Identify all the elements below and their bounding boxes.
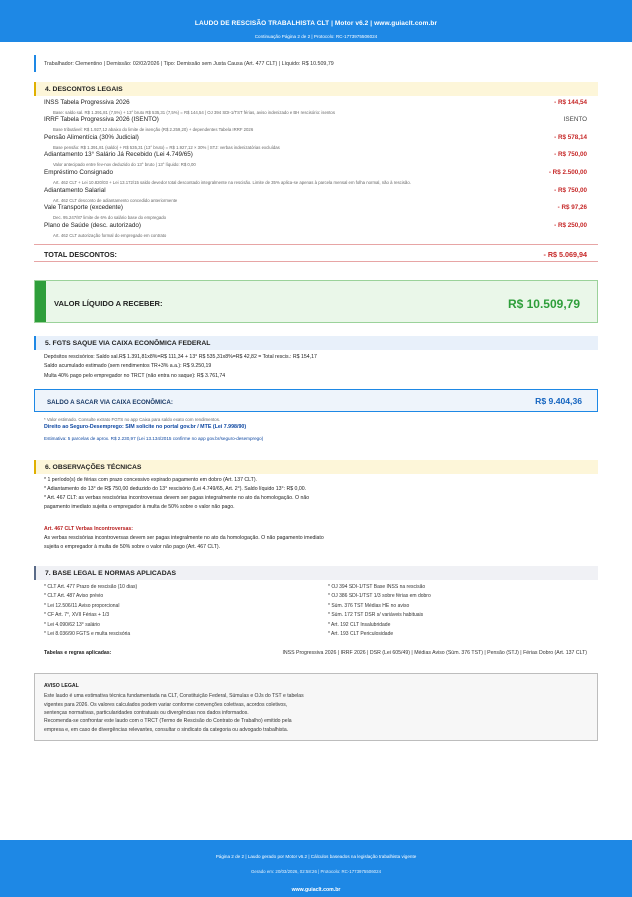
valor-liquido-value: R$ 10.509,79 [507,297,580,311]
seguro-estimativa: Estimativa: 5 parcelas de aprox. R$ 2.230,97 (Lei 13.134/2015 confirme no app gov.br/seguro-desemprego) [44,436,264,441]
saque-value: R$ 9.404,36 [535,396,582,406]
desconto-value: - R$ 750,00 [554,187,587,194]
desconto-name: INSS Tabela Progressiva 2026 [44,99,130,106]
desconto-value: - R$ 250,00 [554,222,587,229]
desconto-name: Vale Transporte (excedente) [44,204,123,211]
valor-liquido-box [34,280,598,323]
norma-item: * Súm. 376 TST Médias HE no aviso [328,603,410,609]
observacao-line: * Adiantamento do 13° de R$ 750,00 deduzido do 13° rescisório (Lei 4.749/65, Art. 2°). Saldo líquido 13°: R$ 0,00. [44,486,307,492]
page-footer [0,840,632,897]
norma-item: * Lei 4.090/62 13° salário [44,622,100,628]
fgts-line: Saldo acumulado estimado (sem rendimentos TR+3% a.a.): R$ 9.250,19 [44,363,212,369]
desconto-name: Adiantamento Salarial [44,187,106,194]
norma-item: * Art. 192 CLT Insalubridade [328,622,391,628]
accent-bar [35,281,46,322]
worker-summary: Trabalhador: Clementino | Demissão: 02/02/2026 | Tipo: Demissão sem Justa Causa (Art. 477 CLT) | Líquido: R$ 10.509,79 [34,55,598,72]
tabelas-value: INSS Progressiva 2026 | IRRF 2026 | DSR (Lei 605/49) | Médias Aviso (Súm. 376 TST) | Pensão (STJ) | Férias Dobro (Art. 137 CLT) [282,650,587,656]
desconto-desc: Base tributável: R$ 1.927,12 abaixo do limite de isenção (R$ 2.259,20) + dependentes Tabela IRRF 2026 [53,127,254,132]
desconto-name: Empréstimo Consignado [44,169,113,176]
norma-item: * CF Art. 7°, XVII Férias + 1/3 [44,612,110,618]
desconto-name: IRRF Tabela Progressiva 2026 (ISENTO) [44,116,159,123]
desconto-value: - R$ 144,54 [554,99,587,106]
desconto-desc: Art. 462 CLT desconto de adiantamento concedido anteriormente [53,198,178,203]
art-467-line: sujeita o empregador à multa de 50% sobre o valor não pago (Art. 467 CLT). [44,544,221,550]
norma-item: * CLT Art. 477 Prazo de rescisão (10 dias) [44,584,138,590]
norma-item: * OJ 386 SDI-1/TST 1/3 sobre férias em dobro [328,593,431,599]
section-observacoes-title: 6. OBSERVAÇÕES TÉCNICAS [34,460,598,474]
art-467-title: Art. 467 CLT Verbas Incontroversas: [44,526,133,532]
report-title: LAUDO DE RESCISÃO TRABALHISTA CLT | Motor v6.2 | www.guiaclt.com.br [194,20,438,27]
desconto-value: ISENTO [563,116,587,123]
desconto-desc: Art. 462 CLT autorização formal do empregado em contrato [53,233,167,238]
norma-item: * Lei 8.036/90 FGTS e multa rescisória [44,631,131,637]
section-base-legal-title: 7. BASE LEGAL E NORMAS APLICADAS [34,566,598,580]
aviso-legal-box [34,673,598,741]
saque-fgts-box [34,389,598,412]
footer-generated: Gerado em: 20/03/2026, 02:58:26 | Protocolo: RC-1773975506024 [250,869,382,874]
desconto-name: Plano de Saúde (desc. autorizado) [44,222,141,229]
desconto-desc: Base pensão: R$ 1.391,81 (saldo) + R$ 535,31 (13° bruto) = R$ 1.927,12 × 30% | STJ: verbas indenizatórias excluídas [53,145,280,150]
tabelas-label: Tabelas e regras aplicadas: [44,650,112,656]
observacao-line: * 1 período(s) de férias com prazo concessivo expirado pagamento em dobro (Art. 137 CLT). [44,477,257,483]
total-descontos-label: TOTAL DESCONTOS: [44,250,117,259]
desconto-desc: Art. 462 CLT + Lei 10.820/03 + Lei 13.172/15 saldo devedor total descontado integralmente na rescisão. Limite de 35% aplica-se apenas à parcela mensal em folha normal, não à rescisão. [53,180,411,185]
aviso-line: Este laudo é uma estimativa técnica fundamentada na CLT, Constituição Federal, Súmulas e OJs do TST e tabelas [44,693,304,699]
fgts-note: * Valor estimado. Consulte extrato FGTS no app Caixa para saldo exato com rendimentos. [44,417,221,422]
divider [34,261,598,262]
saque-label: SALDO A SACAR VIA CAIXA ECONÔMICA: [47,399,173,406]
observacao-line: pagamento imediato sujeita o empregador à multa de 50% sobre o valor não pago. [44,504,235,510]
desconto-value: - R$ 578,14 [554,134,587,141]
norma-item: * Art. 193 CLT Periculosidade [328,631,394,637]
footer-link[interactable]: www.guiaclt.com.br [291,887,341,893]
aviso-line: empresa e, em caso de divergências relevantes, consultar o sindicato da categoria ou advogado trabalhista. [44,727,289,733]
desconto-desc: Base: saldo sal. R$ 1.391,81 (7,5%) + 13° bruto R$ 535,31 (7,5%) = R$ 144,54 | OJ 394 SDI-1/TST férias, aviso indenizado e BH rescisório: isentos [53,110,335,115]
fgts-line: Multa 40% pago pelo empregador no TRCT (não entra no saque): R$ 3.761,74 [44,373,226,379]
norma-item: * CLT Art. 487 Aviso prévio [44,593,104,599]
desconto-desc: Dec. 95.247/87 limite de 6% do salário base do empregado [53,215,166,220]
divider [34,244,598,245]
aviso-title: AVISO LEGAL [44,683,79,689]
report-subtitle: Continuação Página 2 de 2 | Protocolo: RC-1773975506024 [254,34,378,39]
valor-liquido-label: VALOR LÍQUIDO A RECEBER: [54,299,163,308]
aviso-line: sentenças normativas, particularidades contratuais ou divergências nos dados informados. [44,710,249,716]
section-descontos-title: 4. DESCONTOS LEGAIS [34,82,598,96]
observacao-line: * Art. 467 CLT: as verbas rescisórias incontroversas devem ser pagas integralmente no ato da homologação. O não [44,495,310,501]
norma-item: * Súm. 172 TST DSR s/ variáveis habituais [328,612,424,618]
desconto-name: Pensão Alimentícia (30% Judicial) [44,134,139,141]
total-descontos-value: - R$ 5.069,94 [543,250,587,259]
art-467-line: As verbas rescisórias incontroversas devem ser pagas integralmente no ato da homologação. O não pagamento imediato [44,535,324,541]
norma-item: * Lei 12.506/11 Aviso proporcional [44,603,120,609]
aviso-line: Recomenda-se confrontar este laudo com o TRCT (Termo de Rescisão do Contrato de Trabalho) emitido pela [44,718,292,724]
norma-item: * OJ 394 SDI-1/TST Base INSS na rescisão [328,584,426,590]
desconto-desc: Valor antecipado entre fev-nov deduzido do 13° bruto | 13° líquido: R$ 0,00 [53,162,196,167]
page-header [0,0,632,42]
desconto-value: - R$ 2.500,00 [548,169,587,176]
desconto-value: - R$ 750,00 [554,151,587,158]
seguro-desemprego: Direito ao Seguro-Desemprego: SIM solicite no portal gov.br / MTE (Lei 7.998/90) [44,424,247,430]
footer-info: Página 2 de 2 | Laudo gerado por Motor v6.2 | Cálculos baseados na legislação trabalhista vigente [215,854,417,859]
aviso-line: vigentes para 2026. Os valores calculados podem variar conforme convenções coletivas, acordos coletivos, [44,702,288,708]
section-fgts-title: 5. FGTS SAQUE VIA CAIXA ECONÔMICA FEDERAL [34,336,598,350]
desconto-value: - R$ 97,26 [557,204,587,211]
fgts-line: Depósitos rescisórios: Saldo sal.R$ 1.391,81x8%=R$ 111,34 + 13° R$ 535,31x8%=R$ 42,82 = Total rescis.: R$ 154,17 [44,354,317,360]
desconto-name: Adiantamento 13° Salário Já Recebido (Lei 4.749/65) [44,151,193,158]
